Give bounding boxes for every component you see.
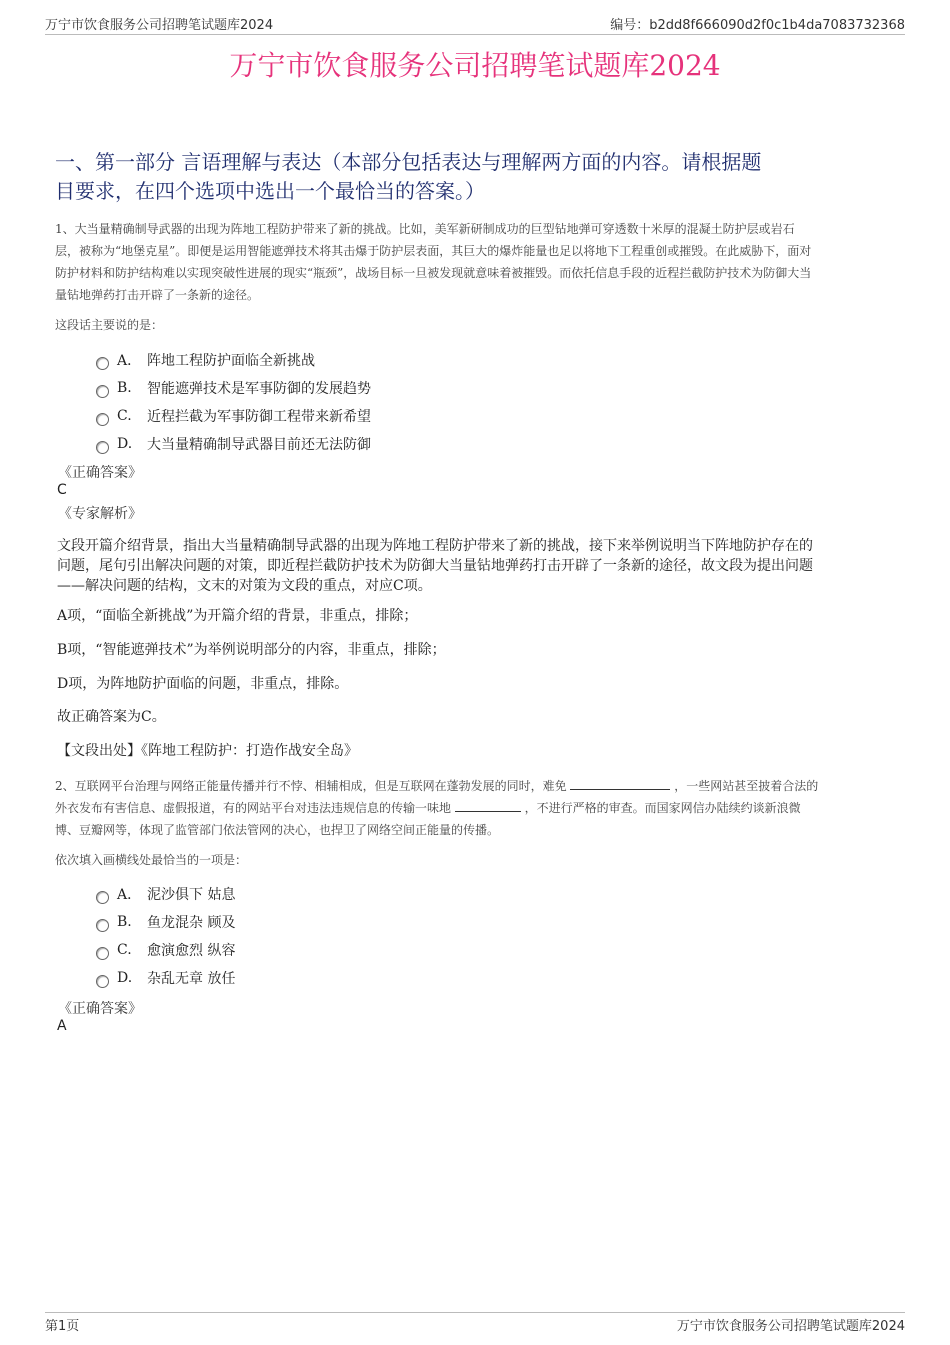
header-divider <box>45 34 905 35</box>
option-a[interactable] <box>96 346 371 374</box>
option-a[interactable] <box>96 880 235 908</box>
option-text: 泥沙俱下 姑息 <box>147 887 236 903</box>
option-letter: D. <box>117 970 133 986</box>
question-2-prompt: 依次填入画横线处最恰当的一项是： <box>55 853 248 867</box>
analysis-option-b: B项，“智能遮弹技术”为举例说明部分的内容，非重点，排除； <box>57 642 446 658</box>
answer-value: A <box>57 1018 67 1034</box>
radio-icon[interactable] <box>96 441 109 454</box>
section-heading-line: 目要求，在四个选项中选出一个最恰当的答案。） <box>55 179 485 203</box>
option-letter: D. <box>117 436 133 452</box>
question-2-passage <box>55 775 900 841</box>
option-c[interactable] <box>96 936 235 964</box>
analysis-line: 文段开篇介绍背景，指出大当量精确制导武器的出现为阵地工程防护带来了新的挑战，接下来举例说明当下阵地防护存在的 <box>57 538 813 554</box>
section-heading <box>55 148 895 206</box>
analysis-line: 问题，尾句引出解决问题的对策，即近程拦截防护技术为防御大当量钻地弹药打击开辟了一条新的途径，故文段为提出问题 <box>57 558 813 574</box>
fill-blank-1 <box>570 777 670 790</box>
option-text: 阵地工程防护面临全新挑战 <box>147 353 315 369</box>
option-d[interactable] <box>96 430 371 458</box>
option-letter: B. <box>117 914 132 930</box>
question-1-passage <box>55 218 900 306</box>
passage-line: 层，被称为“地堡克星”。即便是运用智能遮弹技术将其击爆于防护层表面，其巨大的爆炸能量也足以将地下工程重创或摧毁。在此威胁下，面对 <box>55 244 812 258</box>
answer-value: C <box>57 482 67 498</box>
radio-icon[interactable] <box>96 919 109 932</box>
footer-title: 万宁市饮食服务公司招聘笔试题库2024 <box>676 1319 905 1334</box>
document-id: 编号：b2dd8f666090d2f0c1b4da7083732368 <box>610 18 905 33</box>
radio-icon[interactable] <box>96 357 109 370</box>
option-letter: B. <box>117 380 132 396</box>
passage-line: 1、大当量精确制导武器的出现为阵地工程防护带来了新的挑战。比如，美军新研制成功的巨型钻地弹可穿透数十米厚的混凝土防护层或岩石 <box>55 222 795 236</box>
header-title: 万宁市饮食服务公司招聘笔试题库2024 <box>45 18 274 33</box>
answer-label: 《正确答案》 <box>58 1001 142 1017</box>
radio-icon[interactable] <box>96 413 109 426</box>
radio-icon[interactable] <box>96 385 109 398</box>
analysis-label: 《专家解析》 <box>58 506 142 522</box>
passage-text: ，不进行严格的审查。而国家网信办陆续约谈新浪微 <box>524 801 801 815</box>
option-c[interactable] <box>96 402 371 430</box>
radio-icon[interactable] <box>96 947 109 960</box>
option-d[interactable] <box>96 964 235 992</box>
answer-label: 《正确答案》 <box>58 465 142 481</box>
analysis-line: ——解决问题的结构，文末的对策为文段的重点，对应C项。 <box>57 578 432 594</box>
passage-source: 【文段出处】《阵地工程防护：打造作战安全岛》 <box>57 743 358 759</box>
option-letter: C. <box>117 942 132 958</box>
page-title: 万宁市饮食服务公司招聘笔试题库2024 <box>229 49 721 82</box>
radio-icon[interactable] <box>96 891 109 904</box>
passage-line <box>55 775 900 797</box>
analysis-option-d: D项，为阵地防护面临的问题，非重点，排除。 <box>57 676 349 692</box>
option-b[interactable] <box>96 374 371 402</box>
option-b[interactable] <box>96 908 235 936</box>
option-letter: A． <box>117 353 142 369</box>
option-text: 大当量精确制导武器目前还无法防御 <box>147 437 371 453</box>
option-letter: A． <box>117 887 142 903</box>
passage-text: 2、互联网平台治理与网络正能量传播并行不悖、相辅相成，但是互联网在蓬勃发展的同时，难免 <box>55 779 567 793</box>
question-1-prompt: 这段话主要说的是： <box>55 318 164 332</box>
option-text: 愈演愈烈 纵容 <box>147 943 236 959</box>
section-heading-line: 一、第一部分 言语理解与表达（本部分包括表达与理解两方面的内容。请根据题 <box>55 150 762 174</box>
option-text: 近程拦截为军事防御工程带来新希望 <box>147 409 371 425</box>
passage-line: 量钻地弹药打击开辟了一条新的途径。 <box>55 288 260 302</box>
passage-line <box>55 797 900 819</box>
passage-text: ，一些网站甚至披着合法的 <box>674 779 819 793</box>
passage-text: 外衣发布有害信息、虚假报道，有的网站平台对违法违规信息的传输一味地 <box>55 801 452 815</box>
passage-line: 博、豆瓣网等，体现了监管部门依法管网的决心，也捍卫了网络空间正能量的传播。 <box>55 823 500 837</box>
analysis-text <box>57 536 892 596</box>
option-text: 智能遮弹技术是军事防御的发展趋势 <box>147 381 371 397</box>
analysis-conclusion: 故正确答案为C。 <box>57 709 166 725</box>
radio-icon[interactable] <box>96 975 109 988</box>
fill-blank-2 <box>455 799 521 812</box>
option-letter: C. <box>117 408 132 424</box>
option-text: 杂乱无章 放任 <box>147 971 236 987</box>
analysis-option-a: A项，“面临全新挑战”为开篇介绍的背景，非重点，排除； <box>57 608 418 624</box>
passage-line: 防护材料和防护结构难以实现突破性进展的现实“瓶颈”，战场目标一旦被发现就意味着被摧毁。而依托信息手段的近程拦截防护技术为防御大当 <box>55 266 812 280</box>
option-text: 鱼龙混杂 顾及 <box>147 915 236 931</box>
footer-divider <box>45 1312 905 1313</box>
question-2-options <box>96 880 235 992</box>
question-1-options <box>96 346 371 458</box>
page-number: 第1页 <box>45 1319 80 1334</box>
